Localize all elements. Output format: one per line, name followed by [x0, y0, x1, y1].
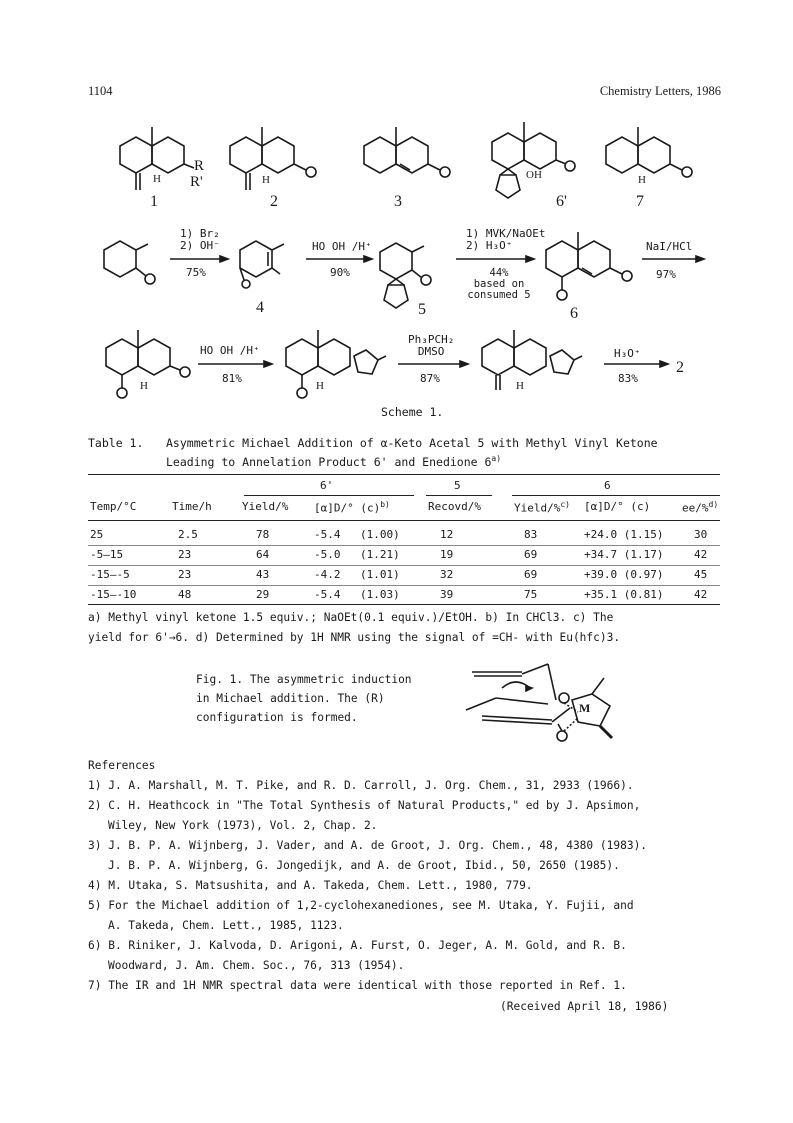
table-row-rule [88, 565, 720, 566]
metal-label: M [579, 701, 591, 715]
methylene-ketal-structure [482, 330, 582, 390]
step6-yield: 87% [420, 372, 440, 385]
arrow-head [264, 361, 272, 367]
r-prime-label: R' [190, 174, 203, 190]
compound-6-structure [546, 232, 632, 300]
reference-item-continued: J. B. P. A. Wijnberg, G. Jongedijk, and A. de Groot, Ibid., 50, 2650 (1985). [108, 859, 620, 872]
received-date: (Received April 18, 1986) [500, 1000, 669, 1013]
h-label: H [638, 174, 646, 186]
compound-label-3: 3 [394, 193, 402, 210]
references-heading: References [88, 759, 156, 772]
arrow-head [460, 361, 468, 367]
compound-label-6prime: 6' [556, 193, 567, 210]
h-label: H [516, 380, 524, 392]
ketal-ketone-structure [286, 330, 386, 398]
group-header-6: 6 [604, 479, 611, 492]
compound-5-structure [380, 243, 431, 308]
table-row-rule [88, 545, 720, 546]
h-label: H [262, 174, 270, 186]
oh-label: OH [526, 169, 542, 181]
reference-item: 4) M. Utaka, S. Matsushita, and A. Takeda, Chem. Lett., 1980, 779. [88, 879, 533, 892]
step2-reagent: HO OH /H⁺ [312, 240, 372, 253]
compound-4-structure [240, 241, 284, 288]
cyclohexanone-structure [104, 241, 155, 284]
page-number: 1104 [88, 84, 113, 98]
arrow-head [526, 256, 534, 262]
reference-item: 6) B. Riniker, J. Kalvoda, D. Arigoni, A. Furst, O. Jeger, A. M. Gold, and R. B. [88, 939, 627, 952]
journal-name: Chemistry Letters, 1986 [599, 84, 721, 98]
arrow-head [660, 361, 668, 367]
table-footnote-line1: a) Methyl vinyl ketone 1.5 equiv.; NaOEt(0.1 equiv.)/EtOH. b) In CHCl3. c) The [88, 611, 614, 624]
compound-label-7: 7 [636, 193, 644, 210]
scheme-caption: Scheme 1. [381, 405, 444, 419]
h-label: H [316, 380, 324, 392]
step1-yield: 75% [186, 266, 206, 279]
arrow-head [696, 256, 704, 262]
compound-7-structure [606, 127, 692, 177]
step4-yield: 97% [656, 268, 676, 281]
group-header-5: 5 [454, 479, 461, 492]
table-bottom-rule [88, 604, 720, 605]
compound-2-structure [230, 127, 316, 190]
reference-item: 1) J. A. Marshall, M. T. Pike, and R. D. Carroll, J. Org. Chem., 31, 2933 (1966). [88, 779, 634, 792]
step1-reagents: 1) Br₂ 2) OH⁻ [180, 227, 220, 252]
figure-caption: Fig. 1. The asymmetric induction in Michael addition. The (R) configuration is formed. [196, 673, 412, 724]
reference-item-continued: Woodward, J. Am. Chem. Soc., 76, 313 (1954). [108, 959, 405, 972]
table-header-rule [88, 520, 720, 521]
group-rule-5 [426, 495, 492, 496]
diketone-structure [106, 330, 190, 398]
intermediate-label-4: 4 [256, 299, 264, 316]
reference-item: 2) C. H. Heathcock in "The Total Synthesis of Natural Products," ed by J. Apsimon, [88, 799, 641, 812]
step7-reagent: H₃O⁺ [614, 347, 641, 360]
table-title-line1: Asymmetric Michael Addition of α-Keto Acetal 5 with Methyl Vinyl Ketone [166, 436, 658, 450]
compound-3-structure [364, 127, 450, 177]
r-label: R [194, 158, 205, 174]
step2-yield: 90% [330, 266, 350, 279]
reference-item: 5) For the Michael addition of 1,2-cyclohexanediones, see M. Utaka, Y. Fujii, and [88, 899, 634, 912]
figure-1-graphic [452, 660, 652, 760]
arrow-head [364, 256, 372, 262]
group-header-6prime: 6' [320, 479, 334, 492]
table-title-prefix: Table 1. [88, 436, 144, 450]
scheme-graphic [0, 0, 793, 430]
step4-reagent: NaI/HCl [646, 240, 693, 253]
compound-6prime-structure [492, 122, 575, 198]
step5-yield: 81% [222, 372, 242, 385]
final-label: 2 [676, 359, 684, 376]
h-label: H [140, 380, 148, 392]
table-row-rule [88, 585, 720, 586]
compound-label-2: 2 [270, 193, 278, 210]
reference-item-continued: A. Takeda, Chem. Lett., 1985, 1123. [108, 919, 344, 932]
step3-reagents: 1) MVK/NaOEt 2) H₃O⁺ [466, 227, 546, 252]
references-section [88, 756, 728, 996]
reference-item-continued: Wiley, New York (1973), Vol. 2, Chap. 2. [108, 819, 378, 832]
table-title-line2: Leading to Annelation Product 6' and Enedione 6$^{a)}$ [166, 454, 502, 469]
step7-yield: 83% [618, 372, 638, 385]
group-rule-6prime [244, 495, 414, 496]
step6-reagents: Ph₃PCH₂ DMSO [408, 333, 455, 358]
group-rule-6 [512, 495, 720, 496]
reference-item: 3) J. B. P. A. Wijnberg, J. Vader, and A. de Groot, J. Org. Chem., 48, 4380 (1983). [88, 839, 648, 852]
intermediate-label-6: 6 [570, 305, 578, 322]
compound-label-1: 1 [150, 193, 158, 210]
h-label: H [153, 173, 161, 185]
reference-item: 7) The IR and 1H NMR spectral data were identical with those reported in Ref. 1. [88, 979, 627, 992]
step5-reagent: HO OH /H⁺ [200, 344, 260, 357]
arrow-head [220, 256, 228, 262]
table-top-rule [88, 474, 720, 475]
step3-yield: 44% based on consumed 5 [467, 267, 531, 301]
intermediate-label-5: 5 [418, 301, 426, 318]
table-footnote-line2: yield for 6'→6. d) Determined by 1H NMR using the signal of =CH- with Eu(hfc)3. [88, 631, 621, 644]
